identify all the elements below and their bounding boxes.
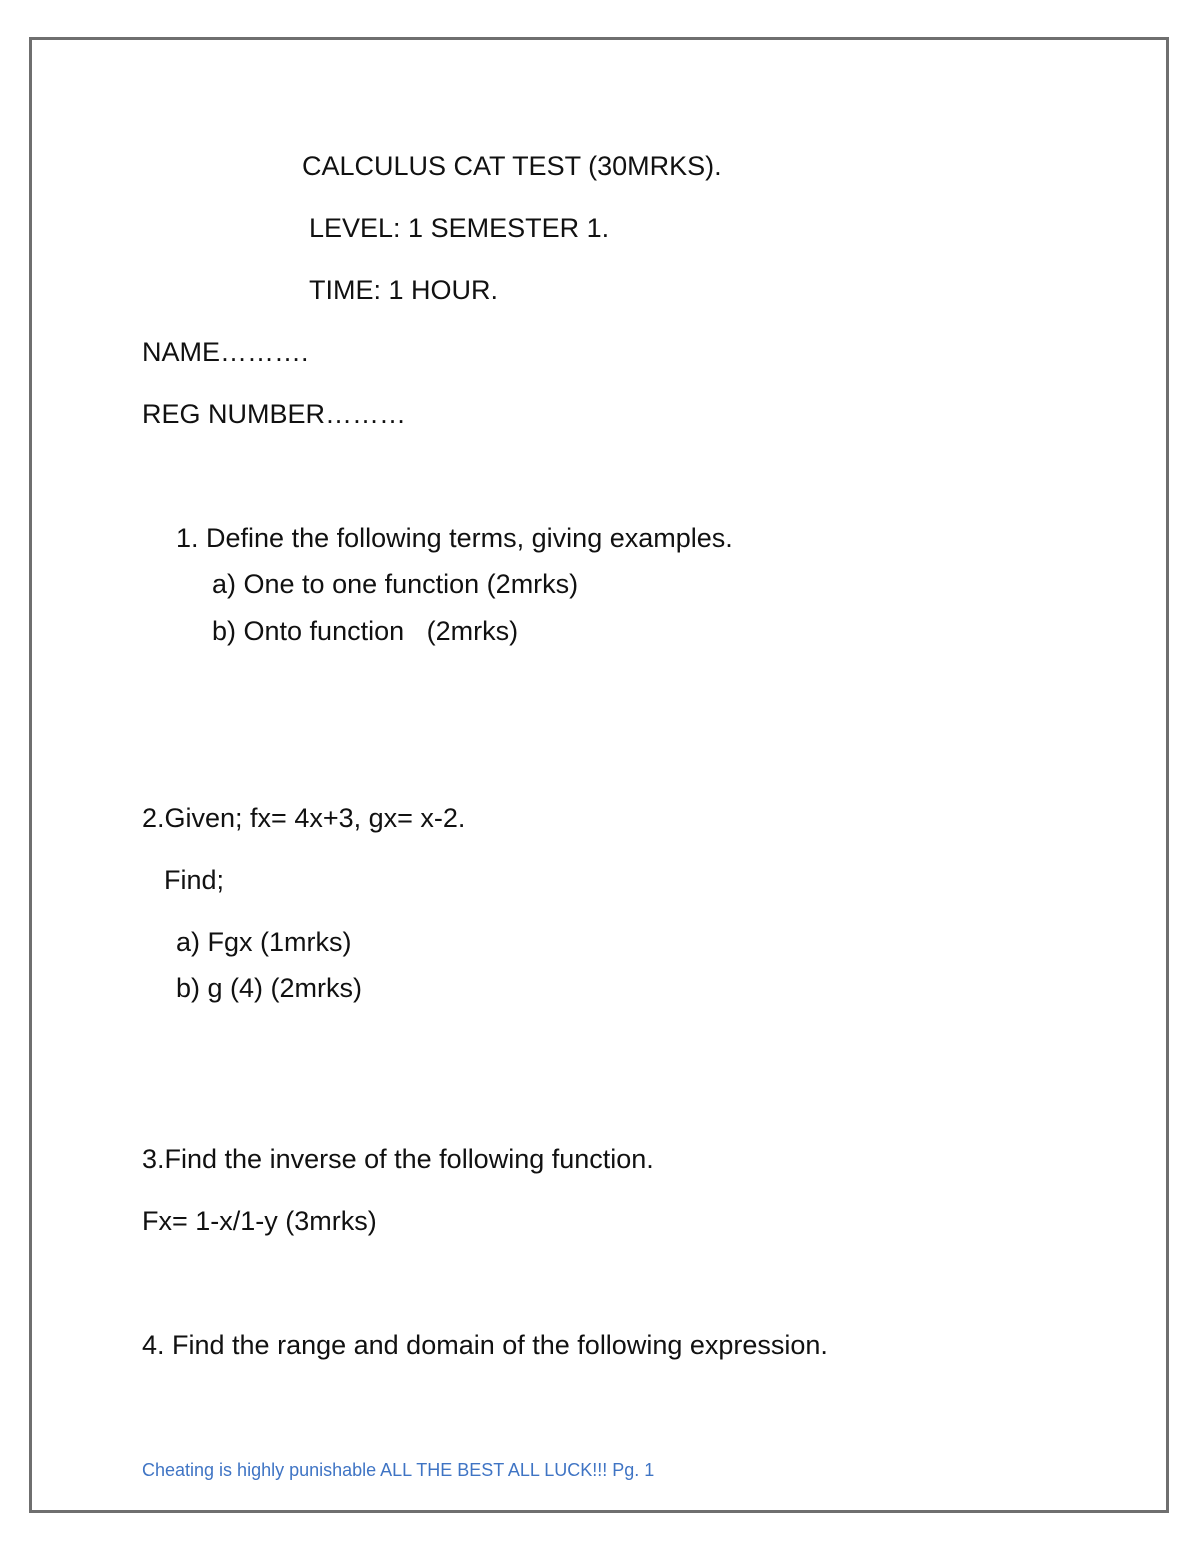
name-field: NAME………. <box>142 337 309 367</box>
question-1-prompt: 1. Define the following terms, giving examples. <box>176 523 733 553</box>
question-3-expression: Fx= 1-x/1-y (3mrks) <box>142 1206 377 1236</box>
test-title: CALCULUS CAT TEST (30MRKS). <box>302 151 722 181</box>
page-border <box>29 37 1169 1513</box>
question-1-part-a: a) One to one function (2mrks) <box>212 569 579 599</box>
reg-number-field: REG NUMBER……… <box>142 399 407 429</box>
time-line: TIME: 1 HOUR. <box>309 275 499 305</box>
question-2-part-a: a) Fgx (1mrks) <box>176 927 352 957</box>
level-line: LEVEL: 1 SEMESTER 1. <box>309 213 610 243</box>
question-2-part-b: b) g (4) (2mrks) <box>176 973 363 1003</box>
question-3-prompt: 3.Find the inverse of the following function. <box>142 1144 654 1174</box>
question-2-instruction: Find; <box>164 865 225 895</box>
footer-note: Cheating is highly punishable ALL THE BEST ALL LUCK!!! Pg. 1 <box>142 1460 655 1480</box>
question-2-prompt: 2.Given; fx= 4x+3, gx= x-2. <box>142 803 466 833</box>
question-4-prompt: 4. Find the range and domain of the following expression. <box>142 1330 828 1360</box>
question-1-part-b: b) Onto function (2mrks) <box>212 616 519 646</box>
